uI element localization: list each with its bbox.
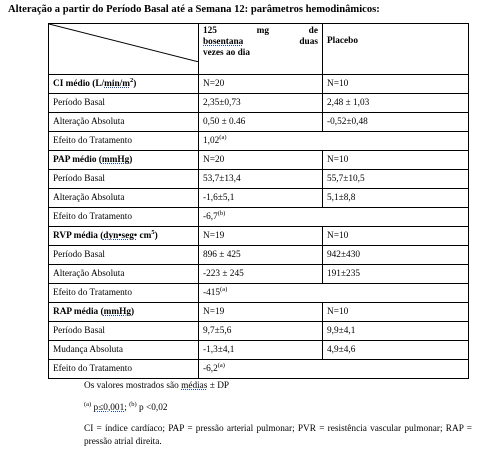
cell-text: mmHg bbox=[103, 307, 131, 317]
row-label: Mudança Absoluta bbox=[49, 341, 199, 360]
n-bosentan: N=19 bbox=[199, 303, 323, 322]
placebo-value: 2,48 ± 1,03 bbox=[323, 94, 469, 113]
bosentan-value: -223 ± 245 bbox=[199, 265, 323, 284]
n-bosentan: N=20 bbox=[199, 75, 323, 94]
effect-value bbox=[199, 360, 469, 379]
n-bosentan: N=19 bbox=[199, 227, 323, 246]
row-label: Período Basal bbox=[49, 94, 199, 113]
placebo-value: 191±235 bbox=[323, 265, 469, 284]
placebo-value: 5,1±8,8 bbox=[323, 189, 469, 208]
effect-row bbox=[49, 284, 469, 303]
effect-value bbox=[199, 208, 469, 227]
bosentan-value: 53,7±13,4 bbox=[199, 170, 323, 189]
dose-text: 125 bbox=[203, 26, 217, 36]
section-header-row bbox=[49, 303, 469, 322]
bosentan-value: 9,7±5,6 bbox=[199, 322, 323, 341]
row-label: Período Basal bbox=[49, 246, 199, 265]
footnote-mean-sd: Os valores mostrados são médias ± DP bbox=[84, 381, 230, 391]
dose-frequency: vezes ao dia bbox=[203, 48, 250, 58]
section-label bbox=[49, 75, 199, 94]
table-row bbox=[49, 113, 469, 132]
section-header-row bbox=[49, 75, 469, 94]
cell-text: mmHg bbox=[101, 155, 130, 165]
effect-label: Efeito do Tratamento bbox=[49, 208, 199, 227]
table-row bbox=[49, 246, 469, 265]
section-label bbox=[49, 227, 199, 246]
n-bosentan: N=20 bbox=[199, 151, 323, 170]
cell-text: min/m bbox=[104, 79, 130, 89]
bosentan-header-cell bbox=[199, 24, 323, 75]
drug-name: bosentana bbox=[203, 37, 244, 47]
placebo-value: 55,7±10,5 bbox=[323, 170, 469, 189]
cell-text: ) bbox=[133, 79, 137, 89]
effect-row bbox=[49, 208, 469, 227]
row-label: Alteração Absoluta bbox=[49, 113, 199, 132]
table-row bbox=[49, 341, 469, 360]
row-label: Alteração Absoluta bbox=[49, 265, 199, 284]
cell-text: (b) bbox=[217, 209, 226, 217]
cell-text: 1,02 bbox=[203, 136, 220, 146]
header-row bbox=[49, 24, 469, 75]
bosentan-value: 2,35±0,73 bbox=[199, 94, 323, 113]
effect-row bbox=[49, 132, 469, 151]
row-label: Período Basal bbox=[49, 170, 199, 189]
table-title: Alteração a partir do Período Basal até a Semana 12: parâmetros hemodinâmicos: bbox=[8, 4, 380, 15]
cell-text: CI médio (L/ bbox=[53, 79, 105, 89]
cell-text: (a) bbox=[219, 133, 227, 141]
cell-text: RAP média ( bbox=[53, 307, 104, 317]
footnote-abbreviations: CI = índice cardíaco; PAP = pressão arterial pulmonar; PVR = resistência vascular pulmonar; RAP = pressão atrial direita. bbox=[84, 424, 472, 447]
section-label bbox=[49, 303, 199, 322]
cell-text: 2 bbox=[129, 76, 134, 84]
effect-row bbox=[49, 360, 469, 379]
table-row bbox=[49, 265, 469, 284]
cell-text: -415 bbox=[203, 288, 221, 298]
dose-text: mg bbox=[256, 26, 270, 36]
table-row bbox=[49, 170, 469, 189]
effect-label: Efeito do Tratamento bbox=[49, 284, 199, 303]
table-row bbox=[49, 189, 469, 208]
n-placebo: N=10 bbox=[323, 303, 469, 322]
n-placebo: N=10 bbox=[323, 227, 469, 246]
diagonal-line bbox=[49, 24, 199, 62]
footnote-pvalues: $^{(a)}$ p≤0,001; $^{(b)}$ p <0,02 bbox=[84, 400, 168, 413]
placebo-header-cell: Placebo bbox=[323, 24, 469, 75]
effect-label: Efeito do Tratamento bbox=[49, 360, 199, 379]
row-label: Alteração Absoluta bbox=[49, 189, 199, 208]
cell-text: -6,7 bbox=[203, 212, 218, 222]
placebo-value: 942±430 bbox=[323, 246, 469, 265]
cell-text: (a) bbox=[217, 361, 225, 369]
cell-text: RVP média ( bbox=[53, 231, 104, 241]
cell-text: cm bbox=[137, 231, 152, 241]
cell-text: 5 bbox=[151, 228, 155, 236]
effect-value bbox=[199, 284, 469, 303]
cell-text: PAP médio ( bbox=[53, 155, 102, 165]
dose-text: de bbox=[308, 26, 318, 36]
cell-text: (a) bbox=[220, 285, 228, 293]
cell-text: ) bbox=[129, 155, 133, 165]
placebo-value: 9,9±4,1 bbox=[323, 322, 469, 341]
placebo-value: 4,9±4,6 bbox=[323, 341, 469, 360]
section-header-row bbox=[49, 227, 469, 246]
bosentan-value: 0,50 ± 0.46 bbox=[199, 113, 323, 132]
effect-value bbox=[199, 132, 469, 151]
placebo-value: -0,52±0,48 bbox=[323, 113, 469, 132]
diagonal-header-cell bbox=[49, 24, 199, 75]
hemodynamic-table bbox=[48, 23, 469, 379]
effect-label: Efeito do Tratamento bbox=[49, 132, 199, 151]
bosentan-value: -1,3±4,1 bbox=[199, 341, 323, 360]
section-header-row bbox=[49, 151, 469, 170]
cell-text: ) bbox=[131, 307, 135, 317]
bosentan-value: -1,6±5,1 bbox=[199, 189, 323, 208]
bosentan-value: 896 ± 425 bbox=[199, 246, 323, 265]
table-row bbox=[49, 322, 469, 341]
cell-text: -6,2 bbox=[203, 364, 218, 374]
row-label: Período Basal bbox=[49, 322, 199, 341]
dose-text: duas bbox=[299, 37, 318, 47]
cell-text: ) bbox=[154, 231, 158, 241]
section-label bbox=[49, 151, 199, 170]
n-placebo: N=10 bbox=[323, 151, 469, 170]
cell-text: dyn•seg• bbox=[103, 231, 138, 241]
table-row bbox=[49, 94, 469, 113]
n-placebo: N=10 bbox=[323, 75, 469, 94]
